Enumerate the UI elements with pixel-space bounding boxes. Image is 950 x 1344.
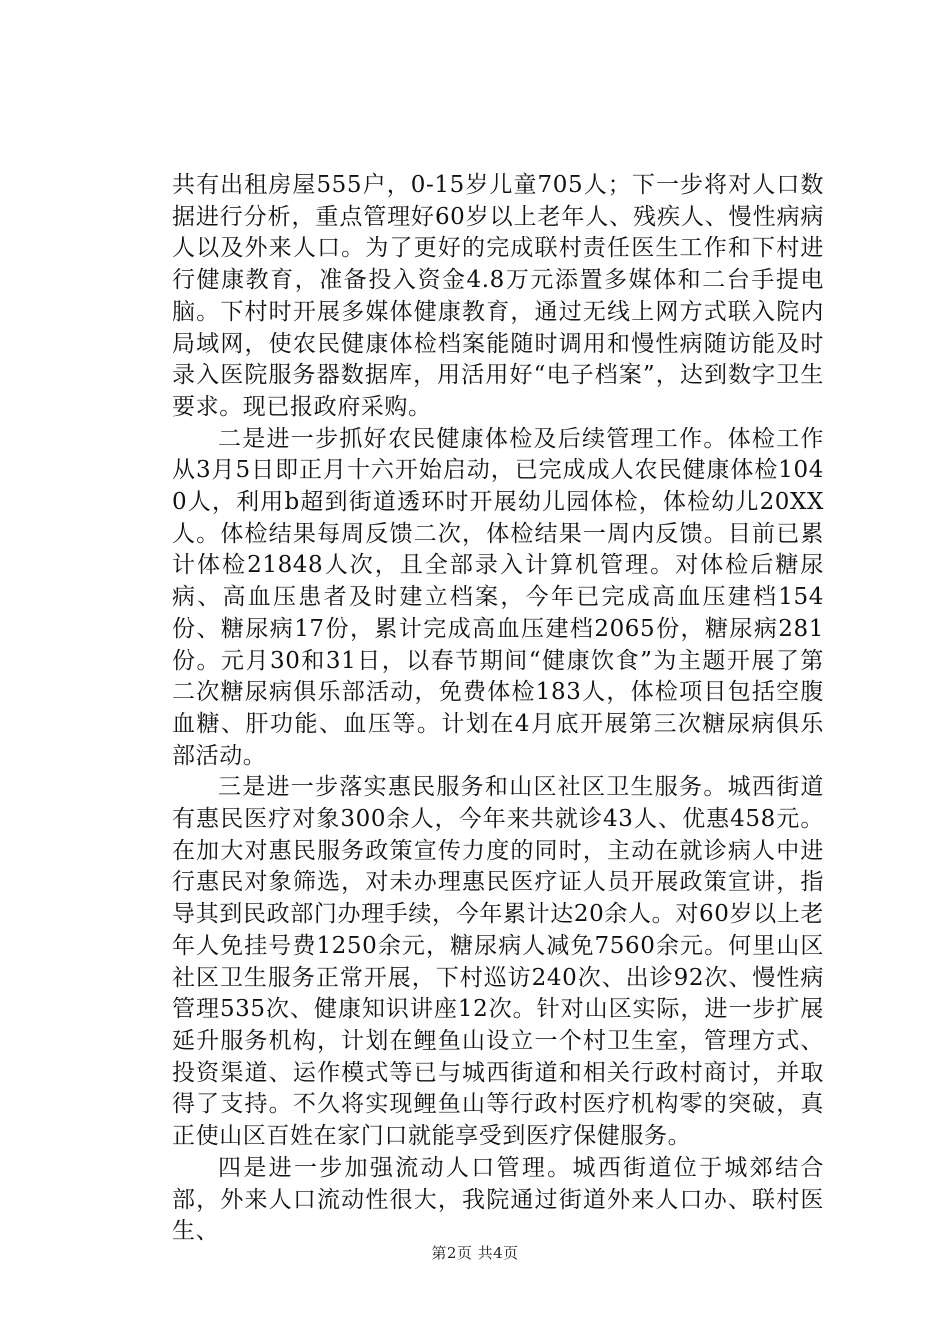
- page-footer: 第2页 共4页: [431, 1244, 519, 1262]
- paragraph-continuation: 共有出租房屋555户，0-15岁儿童705人；下一步将对人口数据进行分析，重点管理好60岁以上老年人、残疾人、慢性病病人以及外来人口。为了更好的完成联村责任医生工作和下村进行健康教育，准备投入资金4.8万元添置多媒体和二台手提电脑。下村时开展多媒体健康教育，通过无线上网方式联入院内局域网，使农民健康体检档案能随时调用和慢性病随访能及时录入医院服务器数据库，用活用好“电子档案”，达到数字卫生要求。现已报政府采购。: [172, 172, 824, 420]
- paragraph-benefit-services: 三是进一步落实惠民服务和山区社区卫生服务。城西街道有惠民医疗对象300余人，今年来共就诊43人、优惠458元。在加大对惠民服务政策宣传力度的同时，主动在就诊病人中进行惠民对象筛选，对未办理惠民医疗证人员开展政策宣讲，指导其到民政部门办理手续，今年累计达20余人。对60岁以上老年人免挂号费1250余元，糖尿病人减免7560余元。何里山区社区卫生服务正常开展，下村巡访240次、出诊92次、慢性病管理535次、健康知识讲座12次。针对山区实际，进一步扩展延升服务机构，计划在鲤鱼山设立一个村卫生室，管理方式、投资渠道、运作模式等已与城西街道和相关行政村商讨，并取得了支持。不久将实现鲤鱼山等行政村医疗机构零的突破，真正使山区百姓在家门口就能享受到医疗保健服务。: [172, 774, 824, 1150]
- paragraph-floating-population: 四是进一步加强流动人口管理。城西街道位于城郊结合部，外来人口流动性很大，我院通过街道外来人口办、联村医生、: [172, 1154, 824, 1245]
- document-body: [172, 170, 824, 1248]
- paragraph-health-checkup: 二是进一步抓好农民健康体检及后续管理工作。体检工作从3月5日即正月十六开始启动，已完成成人农民健康体检1040人，利用b超到街道透环时开展幼儿园体检，体检幼儿20XX人。体检结果每周反馈二次，体检结果一周内反馈。目前已累计体检21848人次，且全部录入计算机管理。对体检后糖尿病、高血压患者及时建立档案，今年已完成高血压建档154份、糖尿病17份，累计完成高血压建档2065份，糖尿病281份。元月30和31日，以春节期间“健康饮食”为主题开展了第二次糖尿病俱乐部活动，免费体检183人，体检项目包括空腹血糖、肝功能、血压等。计划在4月底开展第三次糖尿病俱乐部活动。: [172, 425, 824, 769]
